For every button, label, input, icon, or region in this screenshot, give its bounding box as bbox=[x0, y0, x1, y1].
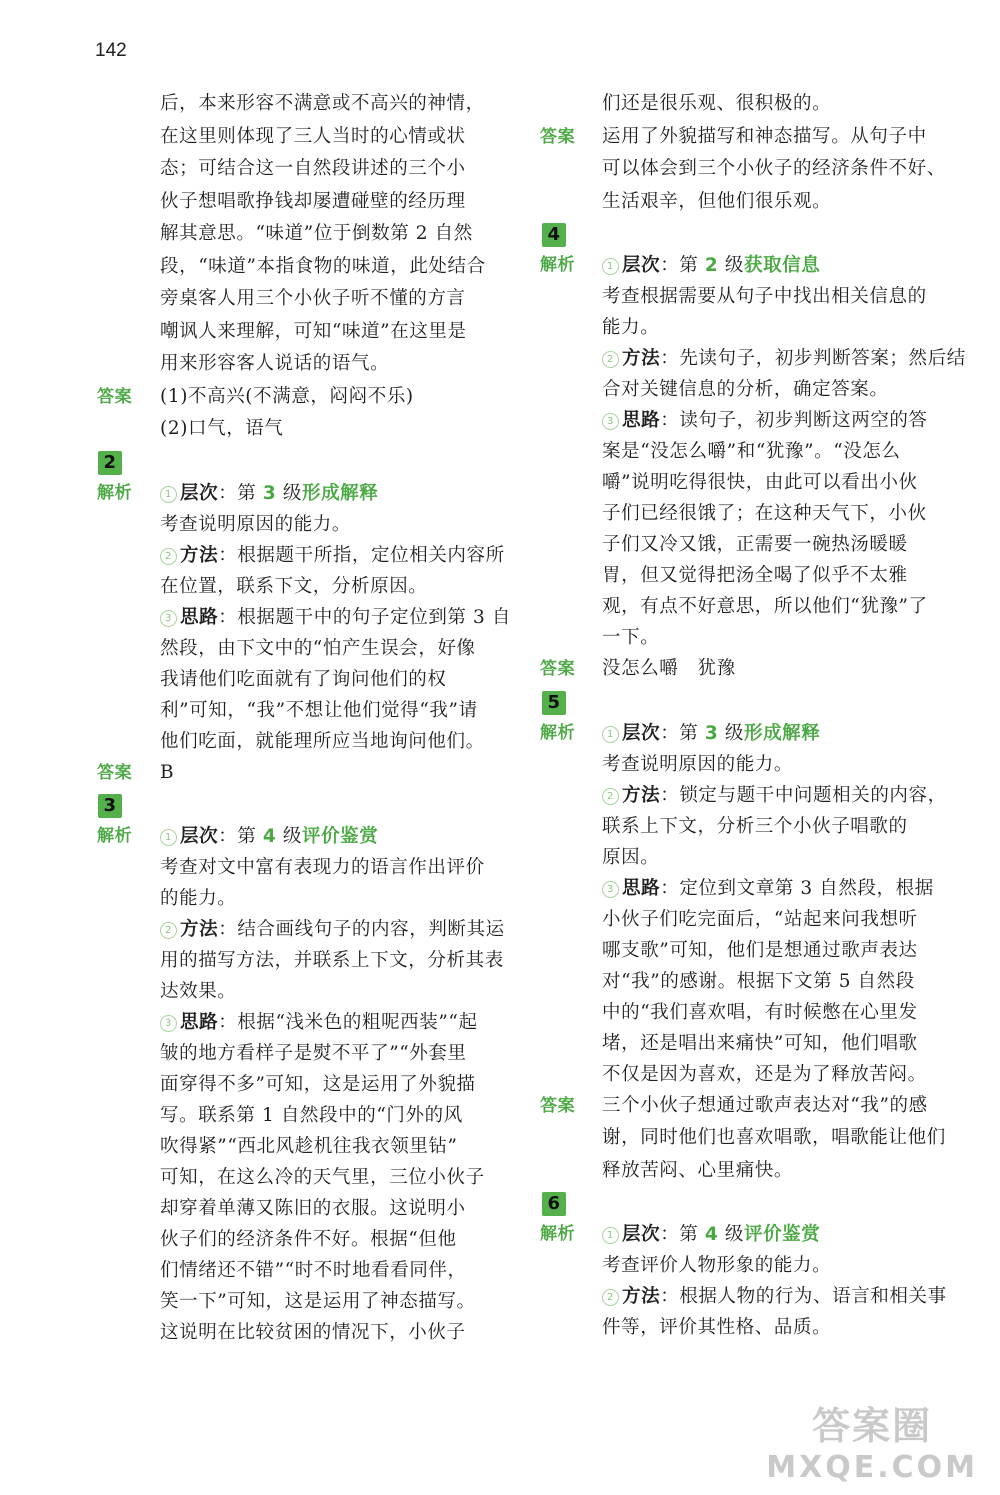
step-3-icon: 3 bbox=[602, 881, 619, 898]
text-line: 在这里则体现了三人当时的心情或状 bbox=[160, 125, 466, 147]
thinking-text: 根据题干中的句子定位到第 3 自 bbox=[237, 606, 511, 628]
text-line: 小伙子们吃完面后，“站起来问我想听 bbox=[602, 908, 918, 930]
answer-line: 释放苦闷、心里痛快。 bbox=[602, 1159, 794, 1181]
text-line: 旁桌客人用三个小伙子听不懂的方言 bbox=[160, 288, 466, 309]
question-number: 3 bbox=[98, 794, 122, 818]
step-2-icon: 2 bbox=[602, 788, 619, 805]
method-label: 方法 bbox=[180, 544, 219, 566]
thinking-label: 思路 bbox=[180, 1012, 219, 1033]
answer-line bbox=[97, 757, 570, 790]
text-line: 们还是很乐观、很积极的。 bbox=[602, 93, 832, 114]
text-line: 子们又冷又饿，正需要一碗热汤暖暖 bbox=[602, 534, 908, 555]
answer-text: 三个小伙子想通过歌声表达对“我”的感 bbox=[602, 1094, 928, 1116]
text-line: 伙子们的经济条件不好。根据“但他 bbox=[160, 1229, 457, 1250]
question-header bbox=[547, 218, 952, 250]
text-line: 皱的地方看样子是熨不平了”“外套里 bbox=[160, 1043, 467, 1064]
level-name: 评价鉴赏 bbox=[743, 1224, 821, 1245]
text-line: 一下。 bbox=[602, 627, 660, 648]
text-line: 可知，在这么冷的天气里，三位小伙子 bbox=[160, 1167, 485, 1188]
answer-line: 可以体会到三个小伙子的经济条件不好、 bbox=[602, 158, 946, 179]
text-line: 的能力。 bbox=[160, 888, 237, 909]
method-text: 根据人物的行为、语言和相关事 bbox=[679, 1286, 947, 1307]
text-line: 用来形容客人说话的语气。 bbox=[160, 353, 390, 374]
text-line: 考查对文中富有表现力的语言作出评价 bbox=[160, 857, 485, 878]
step-2-icon: 2 bbox=[602, 351, 619, 368]
method-label: 方法 bbox=[622, 784, 661, 806]
watermark-logo bbox=[766, 1395, 978, 1485]
answer-label: 答案 bbox=[540, 126, 576, 147]
level-number: 4 bbox=[704, 1224, 719, 1245]
text-line: 嚼”说明吃得很快，由此可以看出小伙 bbox=[602, 472, 918, 493]
method-line: 2 方法：锁定与题干中问题相关的内容， bbox=[602, 780, 952, 811]
text-line: 这说明在比较贫困的情况下，小伙子 bbox=[160, 1322, 466, 1343]
text-line: 吹得紧”“西北风趁机往我衣领里钻” bbox=[160, 1136, 458, 1157]
step-2-icon: 2 bbox=[160, 922, 177, 939]
question-number: 6 bbox=[542, 1192, 566, 1216]
thinking-text: 定位到文章第 3 自然段，根据 bbox=[679, 877, 934, 899]
question-number: 5 bbox=[542, 691, 566, 715]
thinking-text: 根据“浅米色的粗呢西装”“起 bbox=[237, 1012, 478, 1033]
method-label: 方法 bbox=[622, 348, 661, 369]
answer-line bbox=[540, 653, 952, 686]
thinking-line: 3 思路：定位到文章第 3 自然段，根据 bbox=[602, 873, 952, 904]
level-number: 3 bbox=[704, 722, 719, 744]
level-number: 4 bbox=[262, 826, 277, 847]
analysis-label: 解析 bbox=[540, 722, 576, 743]
answer-line: (2)口气，语气 bbox=[160, 418, 284, 439]
text-line: 对“我”的感谢。根据下文第 5 自然段 bbox=[602, 970, 915, 992]
method-line: 2 方法：先读句子，初步判断答案；然后结 bbox=[602, 343, 952, 374]
step-1-icon: 1 bbox=[602, 1227, 619, 1244]
thinking-line: 3 思路：读句子，初步判断这两空的答 bbox=[602, 405, 952, 436]
method-label: 方法 bbox=[180, 919, 219, 940]
method-text: 结合画线句子的内容，判断其运 bbox=[237, 919, 505, 940]
question-header bbox=[103, 789, 570, 821]
text-line: 考查根据需要从句子中找出相关信息的 bbox=[602, 286, 927, 307]
text-line: 伙子想唱歌挣钱却屡遭碰壁的经历理 bbox=[160, 190, 466, 212]
analysis-label: 解析 bbox=[97, 826, 133, 846]
question-header bbox=[103, 446, 570, 478]
level-line: 解析 1 层次：第 4 级评价鉴赏 bbox=[602, 1219, 952, 1250]
level-number: 3 bbox=[262, 482, 277, 504]
answer-text: 没怎么嚼 犹豫 bbox=[602, 658, 736, 679]
method-text: 先读句子，初步判断答案；然后结 bbox=[679, 348, 966, 369]
level-name: 评价鉴赏 bbox=[301, 826, 379, 847]
text-line: 笑一下”可知，这是运用了神态描写。 bbox=[160, 1291, 476, 1312]
level-line: 解析 1 层次：第 3 级形成解释 bbox=[160, 478, 570, 509]
step-1-icon: 1 bbox=[160, 829, 177, 846]
level-line: 解析 1 层次：第 3 级形成解释 bbox=[602, 718, 952, 749]
text-line: 却穿着单薄又陈旧的衣服。这说明小 bbox=[160, 1198, 466, 1219]
thinking-text: 读句子，初步判断这两空的答 bbox=[679, 410, 928, 431]
thinking-line: 3 思路：根据“浅米色的粗呢西装”“起 bbox=[160, 1007, 570, 1038]
step-3-icon: 3 bbox=[160, 1015, 177, 1032]
text-line: 用的描写方法，并联系上下文，分析其表 bbox=[160, 950, 504, 971]
answer-line bbox=[97, 381, 570, 414]
answer-text: B bbox=[160, 761, 175, 783]
method-text: 锁定与题干中问题相关的内容， bbox=[679, 784, 947, 806]
text-line: 原因。 bbox=[602, 846, 660, 868]
step-2-icon: 2 bbox=[602, 1289, 619, 1306]
text-line: 他们吃面，就能理所应当地询问他们。 bbox=[160, 730, 485, 752]
step-3-icon: 3 bbox=[602, 413, 619, 430]
step-1-icon: 1 bbox=[602, 258, 619, 275]
method-text: 根据题干所指，定位相关内容所 bbox=[237, 544, 505, 566]
text-line: 嘲讽人来理解，可知“味道”在这里是 bbox=[160, 320, 467, 342]
answer-line: 谢，同时他们也喜欢唱歌，唱歌能让他们 bbox=[602, 1127, 946, 1148]
level-name: 形成解释 bbox=[301, 482, 379, 504]
level-label: 层次 bbox=[622, 255, 661, 276]
text-line: 写。联系第 1 自然段中的“门外的风 bbox=[160, 1105, 463, 1126]
level-name: 获取信息 bbox=[743, 255, 821, 276]
text-line: 胃，但又觉得把汤全喝了似乎不太雅 bbox=[602, 565, 908, 586]
method-label: 方法 bbox=[622, 1286, 661, 1307]
level-line: 解析 1 层次：第 4 级评价鉴赏 bbox=[160, 821, 570, 852]
text-line: 态；可结合这一自然段讲述的三个小 bbox=[160, 158, 466, 179]
level-label: 层次 bbox=[180, 482, 219, 504]
answer-label: 答案 bbox=[97, 762, 133, 783]
text-line: 考查说明原因的能力。 bbox=[160, 513, 352, 535]
thinking-label: 思路 bbox=[622, 877, 661, 899]
text-line: 们情绪还不错”“时不时地看看同伴， bbox=[160, 1260, 467, 1281]
text-line: 利”可知，“我”不想让他们觉得“我”请 bbox=[160, 699, 478, 721]
step-1-icon: 1 bbox=[602, 726, 619, 743]
analysis-label: 解析 bbox=[540, 255, 576, 275]
answer-line bbox=[540, 1090, 952, 1123]
text-line: 达效果。 bbox=[160, 981, 237, 1002]
thinking-line: 3 思路：根据题干中的句子定位到第 3 自 bbox=[160, 602, 570, 633]
answer-label: 答案 bbox=[97, 386, 133, 407]
level-number: 2 bbox=[704, 255, 719, 276]
text-line: 堵，还是唱出来痛快”可知，他们唱歌 bbox=[602, 1032, 918, 1054]
question-header bbox=[547, 1187, 952, 1219]
method-line: 2 方法：结合画线句子的内容，判断其运 bbox=[160, 914, 570, 945]
answer-text: 运用了外貌描写和神态描写。从句子中 bbox=[602, 125, 927, 147]
text-line: 考查说明原因的能力。 bbox=[602, 753, 794, 775]
text-line: 案是“没怎么嚼”和“犹豫”。“没怎么 bbox=[602, 441, 901, 462]
level-label: 层次 bbox=[622, 722, 661, 744]
text-line: 件等，评价其性格、品质。 bbox=[602, 1317, 832, 1338]
page-number: 142 bbox=[95, 40, 127, 61]
text-line: 中的“我们喜欢唱，有时候憋在心里发 bbox=[602, 1001, 918, 1023]
step-3-icon: 3 bbox=[160, 610, 177, 627]
question-header bbox=[547, 686, 952, 718]
text-line: 能力。 bbox=[602, 317, 660, 338]
analysis-label: 解析 bbox=[540, 1224, 576, 1244]
watermark-title: 答案圈 bbox=[812, 1404, 933, 1448]
method-line: 2 方法：根据题干所指，定位相关内容所 bbox=[160, 540, 570, 571]
thinking-label: 思路 bbox=[180, 606, 219, 628]
text-line: 段，“味道”本指食物的味道，此处结合 bbox=[160, 255, 486, 277]
text-line: 面穿得不多”可知，这是运用了外貌描 bbox=[160, 1074, 476, 1095]
question-number: 4 bbox=[542, 223, 566, 247]
text-line: 子们已经很饿了；在这种天气下，小伙 bbox=[602, 503, 927, 524]
step-1-icon: 1 bbox=[160, 486, 177, 503]
text-line: 在位置，联系下文，分析原因。 bbox=[160, 575, 428, 597]
left-column bbox=[97, 88, 570, 1348]
text-line: 哪支歌”可知，他们是想通过歌声表达 bbox=[602, 939, 918, 961]
text-line: 我请他们吃面就有了询问他们的权 bbox=[160, 668, 447, 690]
answer-line: 生活艰辛，但他们很乐观。 bbox=[602, 190, 832, 212]
question-number: 2 bbox=[98, 451, 122, 475]
watermark-url: MXQE.COM bbox=[766, 1450, 978, 1485]
text-line: 联系上下文，分析三个小伙子唱歌的 bbox=[602, 815, 908, 837]
level-line: 解析 1 层次：第 2 级获取信息 bbox=[602, 250, 952, 281]
text-line: 然段，由下文中的“怕产生误会，好像 bbox=[160, 637, 476, 659]
text-line: 解其意思。“味道”位于倒数第 2 自然 bbox=[160, 223, 473, 244]
text-line: 观，有点不好意思，所以他们“犹豫”了 bbox=[602, 596, 928, 617]
answer-line bbox=[540, 121, 952, 154]
answer-text: (1)不高兴(不满意，闷闷不乐) bbox=[160, 385, 414, 407]
answer-label: 答案 bbox=[540, 659, 576, 679]
step-2-icon: 2 bbox=[160, 548, 177, 565]
text-line: 不仅是因为喜欢，还是为了释放苦闷。 bbox=[602, 1063, 927, 1085]
level-label: 层次 bbox=[622, 1224, 661, 1245]
text-line: 考查评价人物形象的能力。 bbox=[602, 1255, 832, 1276]
answer-label: 答案 bbox=[540, 1095, 576, 1116]
level-name: 形成解释 bbox=[743, 722, 821, 744]
text-line: 后，本来形容不满意或不高兴的神情， bbox=[160, 93, 485, 114]
level-label: 层次 bbox=[180, 826, 219, 847]
analysis-label: 解析 bbox=[97, 482, 133, 503]
method-line: 2 方法：根据人物的行为、语言和相关事 bbox=[602, 1281, 952, 1312]
text-line: 合对关键信息的分析，确定答案。 bbox=[602, 379, 889, 400]
thinking-label: 思路 bbox=[622, 410, 661, 431]
right-column bbox=[540, 88, 966, 1343]
